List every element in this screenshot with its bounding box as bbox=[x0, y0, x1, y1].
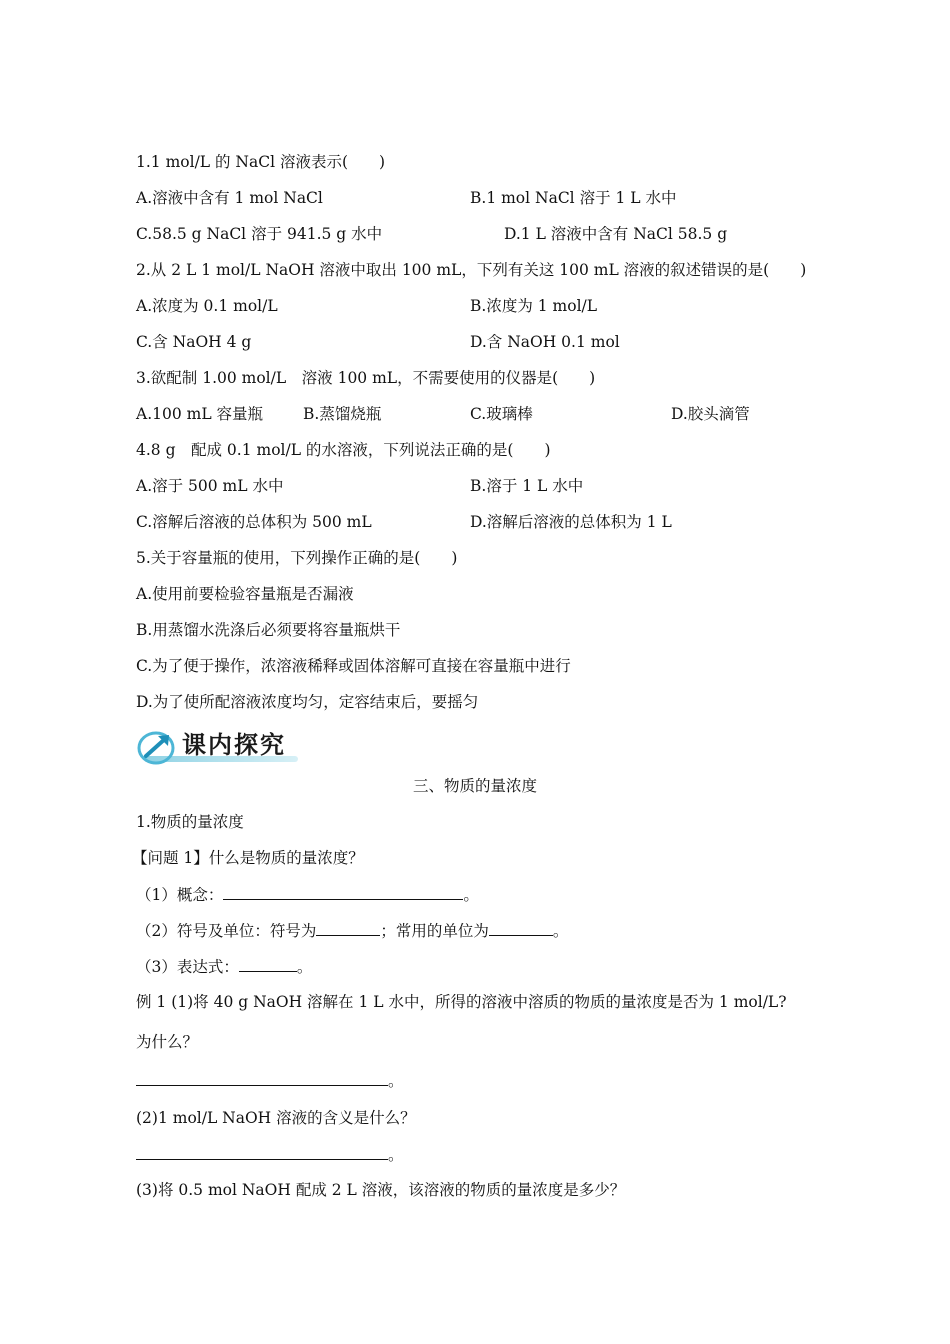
symbol-blank[interactable] bbox=[316, 920, 380, 936]
symbol-label: （2）符号及单位：符号为 bbox=[136, 922, 317, 940]
example-1-part-1: 例 1 (1)将 40 g NaOH 溶解在 1 L 水中，所得的溶液中溶质的物质的量浓度是否为 1 mol/L? bbox=[136, 993, 787, 1011]
q4-option-d: D.溶解后溶液的总体积为 1 L bbox=[470, 513, 672, 531]
unit-label: ；常用的单位为 bbox=[380, 922, 489, 940]
q3-option-c: C.玻璃棒 bbox=[470, 405, 533, 423]
q4-option-a: A.溶于 500 mL 水中 bbox=[136, 477, 284, 495]
q2-option-b: B.浓度为 1 mol/L bbox=[470, 297, 598, 315]
expression-period: 。 bbox=[296, 958, 313, 976]
section-subheading: 1.物质的量浓度 bbox=[136, 813, 244, 831]
q2-option-c: C.含 NaOH 4 g bbox=[136, 333, 252, 351]
q2-option-a: A.浓度为 0.1 mol/L bbox=[136, 297, 278, 315]
symbol-unit-line bbox=[136, 920, 568, 941]
question-1: 【问题 1】什么是物质的量浓度？ bbox=[132, 849, 364, 867]
concept-blank[interactable] bbox=[223, 884, 463, 900]
example-1-part-2: (2)1 mol/L NaOH 溶液的含义是什么？ bbox=[136, 1109, 416, 1127]
q4-option-c: C.溶解后溶液的总体积为 500 mL bbox=[136, 513, 372, 531]
arrow-logo-icon bbox=[136, 726, 180, 766]
unit-blank[interactable] bbox=[489, 920, 553, 936]
q5-stem: 5.关于容量瓶的使用，下列操作正确的是( ) bbox=[136, 549, 458, 567]
answer-period-1: 。 bbox=[388, 1072, 404, 1090]
q3-option-b: B.蒸馏烧瓶 bbox=[303, 405, 382, 423]
q3-stem: 3.欲配制 1.00 mol/L 溶液 100 mL，不需要使用的仪器是( ) bbox=[136, 369, 596, 387]
q1-option-c: C.58.5 g NaCl 溶于 941.5 g 水中 bbox=[136, 225, 383, 243]
q3-option-d: D.胶头滴管 bbox=[671, 405, 750, 423]
example-1-part-1-cont: 为什么？ bbox=[136, 1033, 199, 1051]
q3-option-a: A.100 mL 容量瓶 bbox=[136, 405, 264, 423]
example-1-part-3: (3)将 0.5 mol NaOH 配成 2 L 溶液，该溶液的物质的量浓度是多少？ bbox=[136, 1181, 626, 1199]
q2-option-d: D.含 NaOH 0.1 mol bbox=[470, 333, 620, 351]
q1-option-b: B.1 mol NaCl 溶于 1 L 水中 bbox=[470, 189, 677, 207]
q5-option-a: A.使用前要检验容量瓶是否漏液 bbox=[136, 585, 354, 603]
q5-option-b: B.用蒸馏水洗涤后必须要将容量瓶烘干 bbox=[136, 621, 401, 639]
q2-stem: 2.从 2 L 1 mol/L NaOH 溶液中取出 100 mL，下列有关这 100 mL 溶液的叙述错误的是( ) bbox=[136, 261, 807, 279]
banner-title: 课内探究 bbox=[182, 730, 286, 759]
expression-blank[interactable] bbox=[239, 956, 297, 972]
expression-line bbox=[136, 956, 312, 977]
section-heading: 三、物质的量浓度 bbox=[412, 777, 537, 795]
symbol-unit-period: 。 bbox=[552, 922, 569, 940]
concept-period: 。 bbox=[463, 886, 479, 904]
q1-option-d: D.1 L 溶液中含有 NaCl 58.5 g bbox=[504, 225, 728, 243]
q4-stem: 4.8 g 配成 0.1 mol/L 的水溶液，下列说法正确的是( ) bbox=[136, 441, 551, 459]
expression-label: （3）表达式： bbox=[136, 958, 239, 976]
answer-blank-1[interactable] bbox=[136, 1070, 388, 1086]
q4-option-b: B.溶于 1 L 水中 bbox=[470, 477, 584, 495]
concept-label: （1）概念： bbox=[136, 886, 224, 904]
concept-line bbox=[136, 884, 479, 905]
answer-blank-2[interactable] bbox=[136, 1144, 388, 1160]
answer-line-1 bbox=[136, 1070, 404, 1091]
q1-stem: 1.1 mol/L 的 NaCl 溶液表示( ) bbox=[136, 153, 386, 171]
q5-option-c: C.为了便于操作，浓溶液稀释或固体溶解可直接在容量瓶中进行 bbox=[136, 657, 571, 675]
q5-option-d: D.为了使所配溶液浓度均匀，定容结束后，要摇匀 bbox=[136, 693, 479, 711]
answer-period-2: 。 bbox=[388, 1146, 404, 1164]
q1-option-a: A.溶液中含有 1 mol NaCl bbox=[136, 189, 323, 207]
section-banner bbox=[136, 726, 298, 766]
answer-line-2 bbox=[136, 1144, 404, 1165]
